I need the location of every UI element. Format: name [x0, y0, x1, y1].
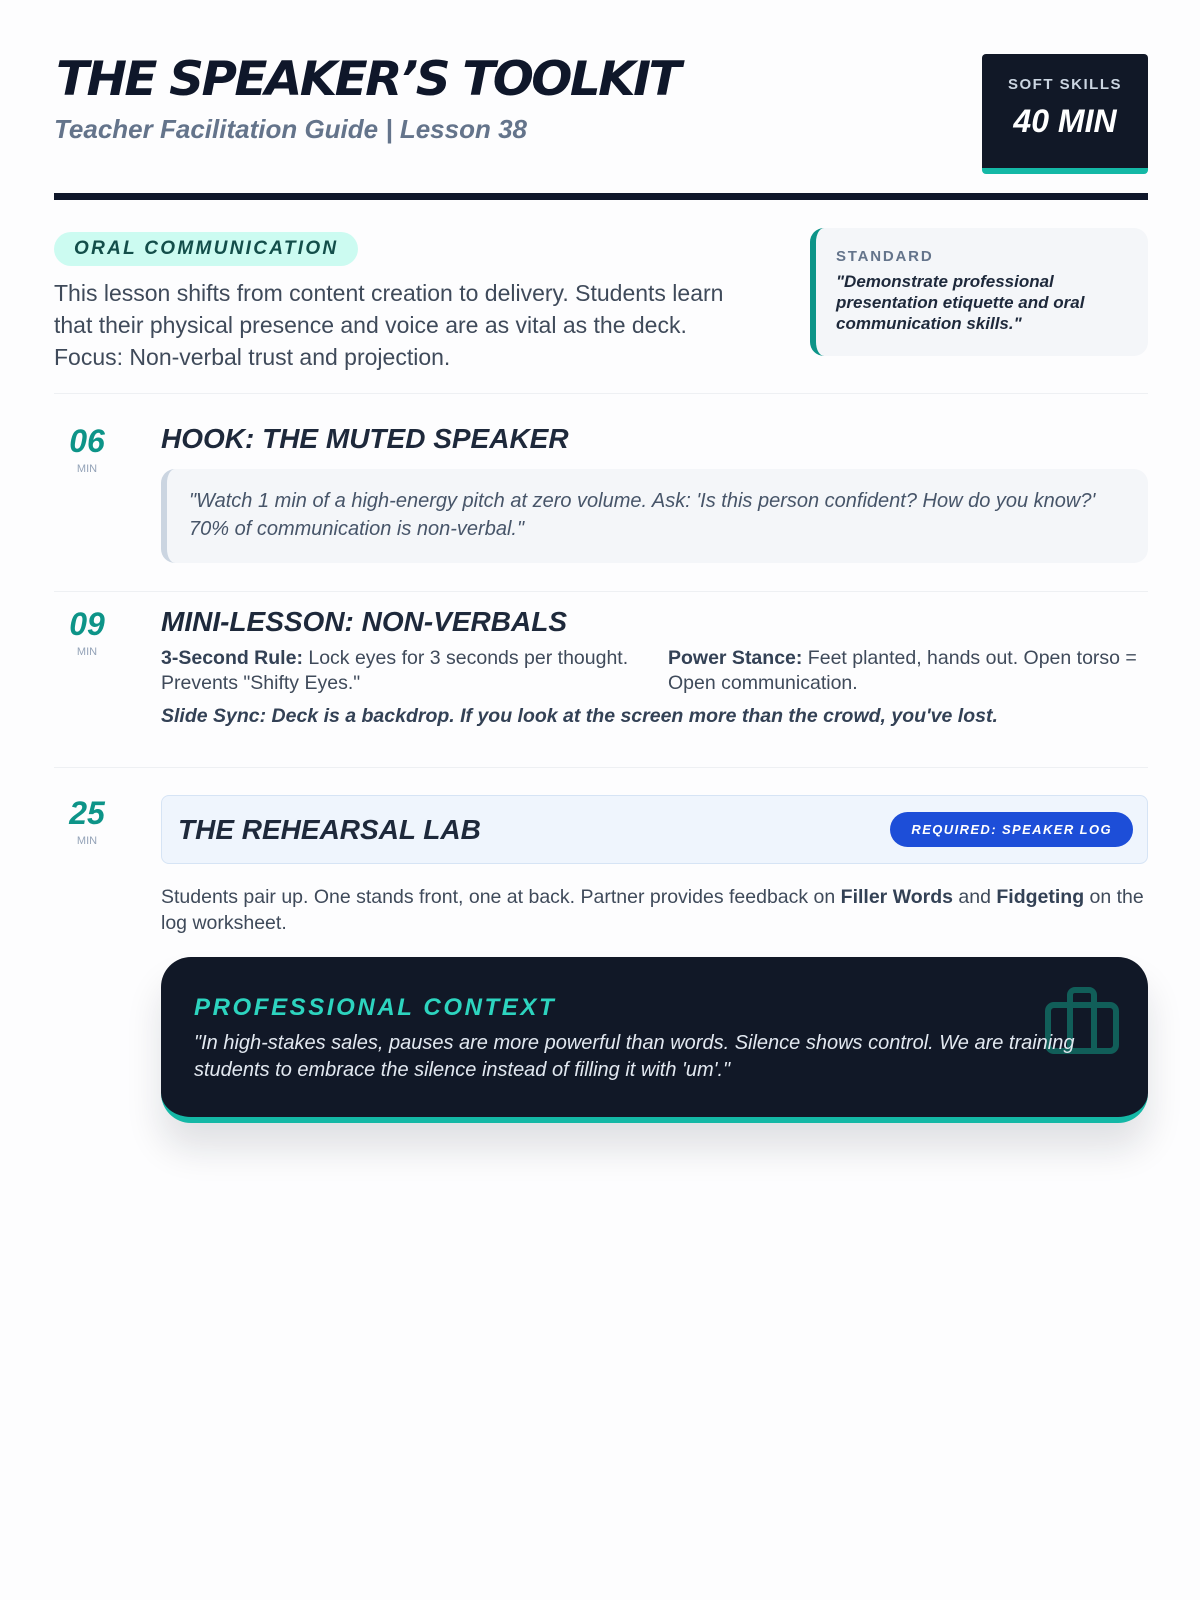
- professional-context-card: [161, 957, 1148, 1123]
- power-stance-text: Feet planted, hands out. Open torso = Open communication.: [668, 647, 1137, 694]
- hook-duration: [54, 423, 120, 475]
- three-second-rule: [161, 646, 641, 696]
- hook-body: [161, 423, 1148, 455]
- duration-badge-label: SOFT SKILLS: [1008, 76, 1122, 93]
- filler-words-term: Filler Words: [840, 886, 953, 908]
- duration-badge: [982, 54, 1148, 174]
- hook-minutes: 06: [69, 423, 105, 459]
- lab-duration: [54, 795, 120, 847]
- lab-minutes: 25: [69, 795, 105, 831]
- rehearsal-lab-section: [54, 795, 1148, 1135]
- hook-quote: "Watch 1 min of a high-energy pitch at zero volume. Ask: 'Is this person confident? How do you know?' 70% of communication is non-verbal.": [161, 469, 1148, 563]
- lab-text-part: and: [953, 886, 997, 908]
- lab-instructions: [161, 884, 1148, 936]
- header-divider: [54, 193, 1148, 200]
- hook-title: HOOK: THE MUTED SPEAKER: [161, 423, 569, 454]
- page-subtitle: Teacher Facilitation Guide | Lesson 38: [54, 114, 528, 144]
- mini-lesson-body: [161, 606, 1148, 638]
- page-header: [54, 52, 1148, 200]
- topic-pill: ORAL COMMUNICATION: [54, 232, 358, 266]
- lab-minutes-unit: MIN: [76, 835, 98, 847]
- lab-title: THE REHEARSAL LAB: [178, 814, 481, 845]
- mini-lesson-title: MINI-LESSON: NON-VERBALS: [161, 606, 567, 637]
- standard-card: [810, 228, 1148, 356]
- standard-text: "Demonstrate professional presentation etiquette and oral communication skills.": [836, 272, 1085, 333]
- mini-lesson-duration: [54, 606, 120, 658]
- lab-text-part: on the log worksheet.: [161, 886, 1144, 934]
- page-title: THE SPEAKER’S TOOLKIT: [56, 52, 679, 107]
- intro-section: [54, 228, 1148, 373]
- intro-text: This lesson shifts from content creation to delivery. Students learn that their physical presence and voice are as vital as the deck. Focus: Non-verbal trust and projection.: [54, 280, 724, 370]
- standard-label: STANDARD: [836, 248, 934, 265]
- power-stance-term: Power Stance:: [668, 647, 803, 669]
- section-divider: [54, 393, 1148, 394]
- speaker-log-badge: REQUIRED: SPEAKER LOG: [890, 812, 1133, 847]
- professional-context-text: "In high-stakes sales, pauses are more powerful than words. Silence shows control. We are training students to embrace the silence instead of filling it with 'um'.": [194, 1032, 1075, 1081]
- professional-context-label: PROFESSIONAL CONTEXT: [194, 994, 557, 1021]
- power-stance: [668, 646, 1148, 696]
- mini-lesson-minutes-unit: MIN: [76, 646, 98, 658]
- mini-lesson-section: [54, 606, 1148, 736]
- three-second-rule-text: Lock eyes for 3 seconds per thought. Prevents "Shifty Eyes.": [161, 647, 629, 694]
- hook-minutes-unit: MIN: [76, 463, 98, 475]
- slide-sync-note: Slide Sync: Deck is a backdrop. If you look at the screen more than the crowd, you've lost.: [161, 705, 998, 727]
- fidgeting-term: Fidgeting: [996, 886, 1085, 908]
- section-divider: [54, 767, 1148, 768]
- section-divider: [54, 591, 1148, 592]
- three-second-rule-term: 3-Second Rule:: [161, 647, 303, 669]
- mini-lesson-minutes: 09: [69, 606, 105, 642]
- hook-section: [54, 423, 1148, 573]
- duration-badge-value: 40 MIN: [1013, 103, 1117, 139]
- lab-header-bar: [161, 795, 1148, 864]
- lab-text-part: Students pair up. One stands front, one at back. Partner provides feedback on: [161, 886, 841, 908]
